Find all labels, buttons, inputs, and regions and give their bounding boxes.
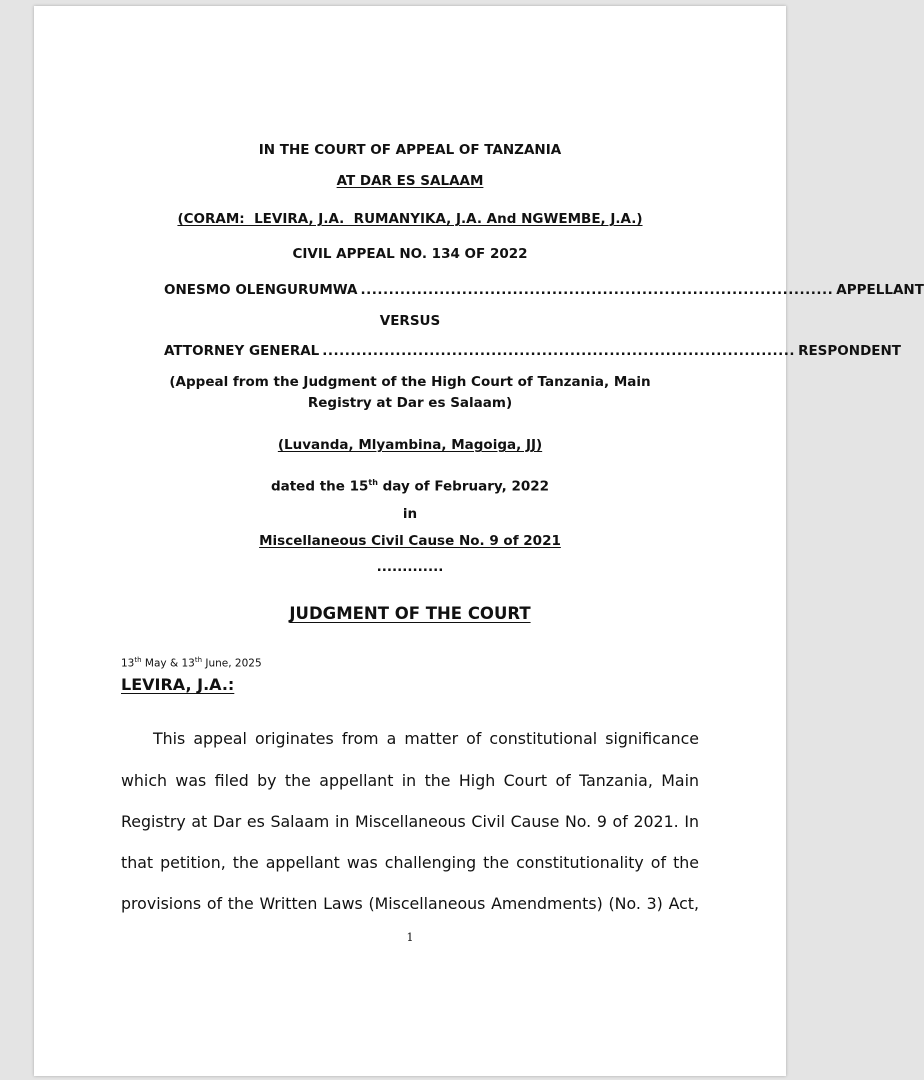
page-number: 1 bbox=[406, 931, 414, 944]
appellant-line bbox=[164, 282, 924, 298]
respondent-role: RESPONDENT bbox=[798, 343, 902, 359]
appeal-from-line2: Registry at Dar es Salaam) bbox=[307, 395, 513, 411]
lower-court-cause: Miscellaneous Civil Cause No. 9 of 2021 bbox=[259, 533, 561, 549]
document-page bbox=[34, 6, 924, 1076]
judge-name: LEVIRA, J.A.: bbox=[121, 675, 235, 694]
in-word: in bbox=[402, 506, 418, 522]
respondent-line bbox=[164, 343, 902, 359]
court-name: IN THE COURT OF APPEAL OF TANZANIA bbox=[258, 142, 562, 158]
coram: (CORAM: LEVIRA, J.A. RUMANYIKA, J.A. And NGWEMBE, J.A.) bbox=[177, 211, 643, 227]
paragraph-line: which was filed by the appellant in the High Court of Tanzania, Main bbox=[121, 771, 699, 790]
trial-judges: (Luvanda, Mlyambina, Magoiga, JJ) bbox=[277, 437, 543, 453]
appeal-from-line1: (Appeal from the Judgment of the High Court of Tanzania, Main bbox=[169, 374, 651, 390]
paragraph-line: Registry at Dar es Salaam in Miscellaneous Civil Cause No. 9 of 2021. In bbox=[121, 812, 699, 831]
versus: VERSUS bbox=[379, 313, 441, 329]
separator-dots: ............. bbox=[376, 559, 444, 575]
appeal-number: CIVIL APPEAL NO. 134 OF 2022 bbox=[292, 246, 528, 262]
respondent-name: ATTORNEY GENERAL bbox=[164, 343, 320, 359]
judgment-title: JUDGMENT OF THE COURT bbox=[289, 604, 531, 623]
hearing-dates: 13th May & 13th June, 2025 bbox=[121, 656, 262, 670]
court-location: AT DAR ES SALAAM bbox=[336, 173, 484, 189]
appellant-leader-dots: .................................................................................... bbox=[360, 282, 834, 298]
paragraph-line: provisions of the Written Laws (Miscellaneous Amendments) (No. 3) Act, bbox=[121, 894, 699, 913]
appellant-name: ONESMO OLENGURUMWA bbox=[164, 282, 358, 298]
paragraph-line: that petition, the appellant was challenging the constitutionality of the bbox=[121, 853, 699, 872]
respondent-leader-dots: .................................................................................... bbox=[322, 343, 796, 359]
paragraph-line: This appeal originates from a matter of constitutional significance bbox=[153, 729, 699, 748]
dated-line: dated the 15th day of February, 2022 bbox=[270, 478, 550, 495]
appellant-role: APPELLANT bbox=[836, 282, 924, 298]
